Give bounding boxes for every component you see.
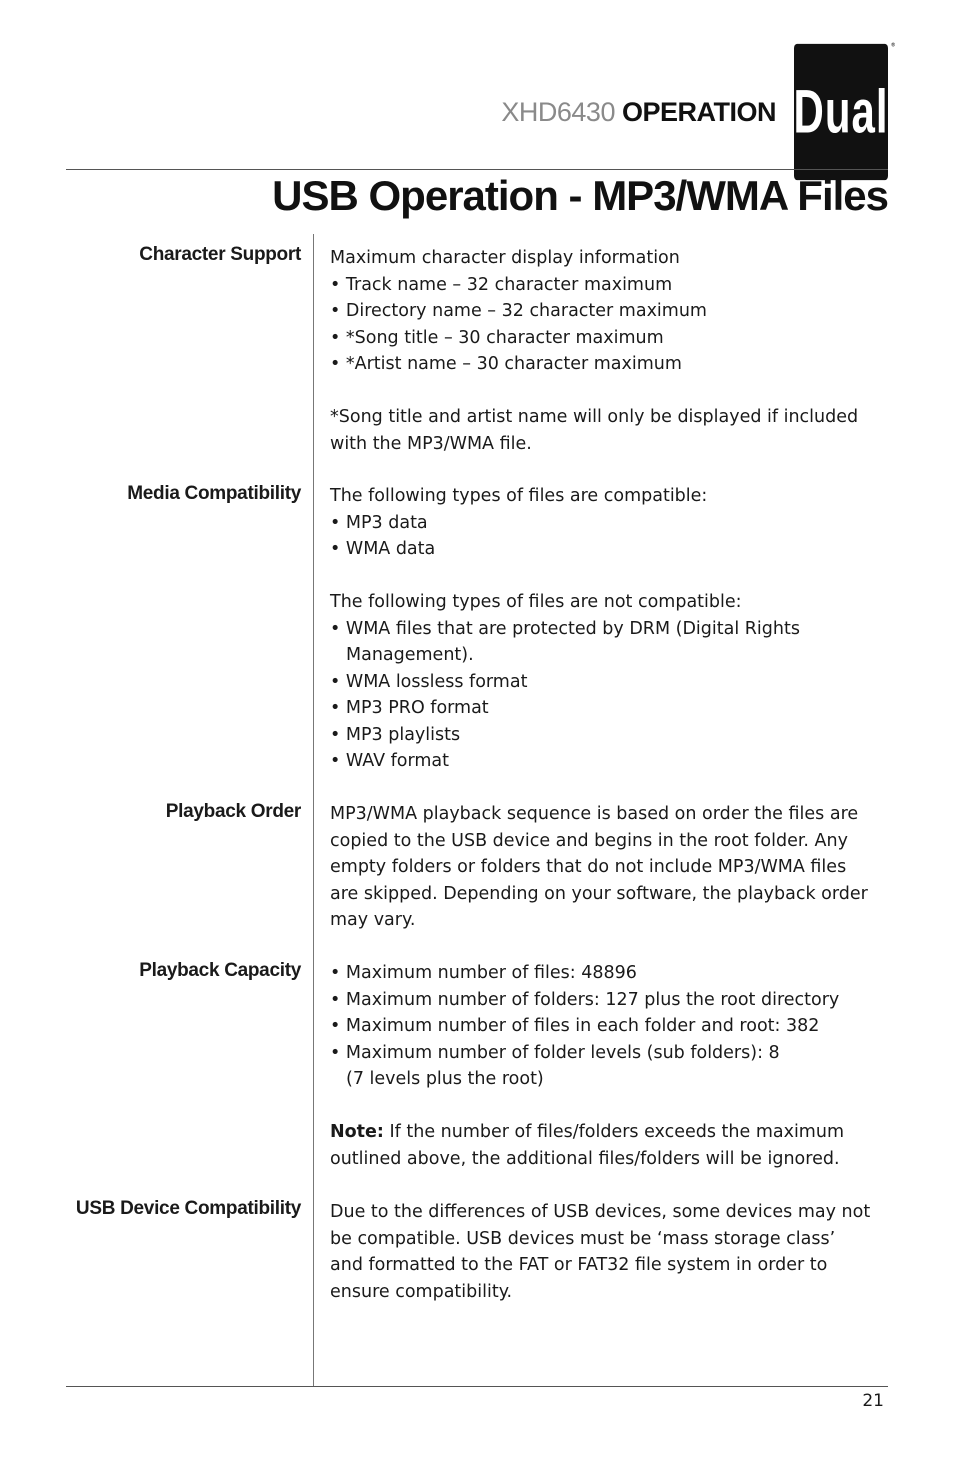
list-item: • Maximum number of files: 48896 [330, 963, 637, 983]
list-item: • Maximum number of folder levels (sub folders): 8 [330, 1042, 780, 1063]
text-line: be compatible. USB devices must be ‘mass storage class’ [330, 1228, 836, 1249]
text-line: Due to the differences of USB devices, some devices may not [330, 1202, 871, 1222]
list-item: • MP3 data [330, 512, 428, 533]
compatible-intro: The following types of files are compatible: [330, 486, 708, 506]
character-support-note: with the MP3/WMA file. [330, 433, 532, 454]
logo-registered-mark: ® [891, 42, 896, 49]
page-header [501, 42, 896, 160]
text-line: and formatted to the FAT or FAT32 file system in order to [330, 1255, 828, 1275]
text-line: empty folders or folders that do not include MP3/WMA files [330, 857, 847, 877]
operation-word: OPERATION [621, 96, 776, 127]
operation-heading [501, 97, 776, 128]
note-label: Note: [330, 1122, 384, 1142]
page-title: USB Operation - MP3/WMA Files [272, 172, 888, 219]
list-item: • WMA data [330, 539, 436, 559]
list-item: • MP3 playlists [330, 724, 461, 745]
character-support-intro: Maximum character display information [330, 248, 680, 268]
list-item-continuation: (7 levels plus the root) [346, 1069, 544, 1089]
media-compatibility-content [330, 483, 895, 775]
label-playback-order: Playback Order [165, 801, 301, 822]
list-item: • WAV format [330, 751, 450, 771]
footer-divider [66, 1386, 888, 1387]
header-divider [66, 169, 888, 170]
text-line: ensure compatibility. [330, 1281, 513, 1302]
usb-device-compatibility-content [330, 1199, 895, 1305]
list-item: • Maximum number of files in each folder and root: 382 [330, 1016, 820, 1036]
label-media-compatibility: Media Compatibility [127, 483, 301, 504]
character-support-note: *Song title and artist name will only be displayed if included [330, 407, 859, 427]
logo-text: Dual [793, 77, 889, 146]
note-text: outlined above, the additional files/folders will be ignored. [330, 1148, 840, 1169]
label-usb-device-compatibility: USB Device Compatibility [75, 1198, 301, 1219]
dual-logo [793, 42, 896, 180]
label-character-support: Character Support [139, 244, 301, 265]
label-playback-capacity: Playback Capacity [139, 960, 301, 981]
list-item: • Maximum number of folders: 127 plus the root directory [330, 989, 840, 1010]
list-item: • Track name – 32 character maximum [330, 274, 673, 295]
column-divider [313, 234, 314, 1387]
list-item: • WMA files that are protected by DRM (Digital Rights [330, 618, 800, 639]
not-compatible-intro: The following types of files are not compatible: [330, 592, 742, 612]
text-line: are skipped. Depending on your software, the playback order [330, 883, 868, 904]
text-line: copied to the USB device and begins in the root folder. Any [330, 830, 848, 851]
playback-order-content [330, 801, 895, 934]
note-text: If the number of files/folders exceeds the maximum [389, 1122, 844, 1142]
list-item-continuation: Management). [346, 645, 474, 665]
capacity-note [330, 1119, 895, 1146]
character-support-content [330, 245, 895, 457]
list-item: • Directory name – 32 character maximum [330, 301, 707, 321]
model-number: XHD6430 [501, 96, 615, 127]
page-number: 21 [862, 1391, 884, 1411]
playback-capacity-content [330, 960, 895, 1172]
list-item: • MP3 PRO format [330, 698, 489, 718]
list-item: • *Artist name – 30 character maximum [330, 354, 682, 374]
text-line: MP3/WMA playback sequence is based on order the files are [330, 804, 859, 824]
list-item: • WMA lossless format [330, 671, 528, 692]
list-item: • *Song title – 30 character maximum [330, 327, 664, 348]
text-line: may vary. [330, 910, 416, 930]
